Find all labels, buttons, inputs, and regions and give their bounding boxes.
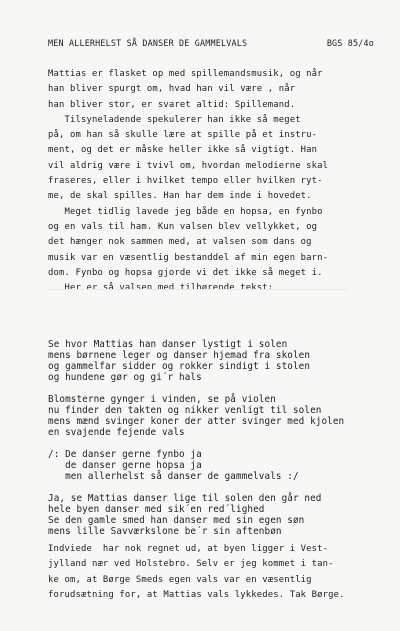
refrain-line: de danser gerne hopsa ja — [48, 460, 202, 471]
text-line: vil aldrig være i tvivl om, hvordan melodierne skal — [48, 160, 329, 171]
lyric-line: Se hvor Mattias han danser lystigt i solen — [48, 339, 288, 350]
page-header — [48, 38, 374, 48]
song-lyrics — [48, 339, 388, 537]
text-line: jylland nær ved Holstebro. Selv er jeg kommet i tan- — [48, 559, 334, 570]
text-line: og en vals til ham. Kun valsen blev vellykket, og — [48, 221, 318, 232]
text-line: musik var en væsentlig bestanddel af min egen barn- — [48, 252, 329, 263]
text-line: på, om han så skulle lære at spille på et instru- — [48, 130, 318, 141]
text-line: Indviede har nok regnet ud, at byen ligger i Vest- — [48, 544, 329, 554]
divider — [48, 289, 348, 290]
lyric-line: hele byen danser med sik´en red´lighed — [48, 504, 265, 515]
refrain-line: /: De danser gerne fynbo ja — [48, 449, 202, 460]
lyric-line: mens mænd svinger koner der atter svinger med kjolen — [48, 416, 345, 427]
text-line: dom. Fynbo og hopsa gjorde vi det ikke så meget i. — [48, 267, 323, 278]
text-line: Mattias er flasket op med spillemandsmusik, og når — [48, 69, 323, 79]
text-line: han bliver spurgt om, hvad han vil være , når — [48, 84, 296, 95]
intro-text — [48, 67, 388, 296]
text-line: me, de skal spilles. Han har dem inde i hovedet. — [48, 191, 312, 202]
lyric-line: Ja, se Mattias danser lige til solen den går ned — [48, 493, 322, 504]
lyric-line: og gammelfar sidder og rokker sindigt i stolen — [48, 361, 311, 372]
text-line: ment, og det er måske heller ikke så vigtigt. Han — [48, 145, 318, 156]
text-line: ke om, at Børge Smeds egen vals var en væsentlig — [48, 574, 312, 585]
refrain-line: men allerhelst så danser de gammelvals :/ — [48, 471, 299, 482]
lyric-line: en svajende fejende vals — [48, 427, 185, 438]
page-title: MEN ALLERHELST SÅ DANSER DE GAMMELVALS — [48, 38, 248, 48]
text-line: fraseres, eller i hvilket tempo eller hvilken ryt- — [48, 176, 323, 187]
lyric-line: Blomsterne gynger i vinden, se på violen — [48, 394, 276, 405]
outro-text — [48, 542, 388, 603]
lyric-line: mens børnene leger og danser hjemad fra skolen — [48, 350, 311, 361]
text-line: Tilsyneladende spekulerer han ikke så meget — [48, 114, 301, 125]
lyric-line: nu finder den takten og nikker venligt til solen — [48, 405, 322, 416]
lyric-line: og hundene gør og gi´r hals — [48, 372, 202, 383]
page-reference: BGS 85/4o — [326, 38, 374, 48]
text-line: Meget tidlig lavede jeg både en hopsa, en fynbo — [48, 206, 323, 217]
text-line: han bliver stor, er svaret altid: Spillemand. — [48, 99, 296, 110]
text-line: det hænger nok sammen med, at valsen som dans og — [48, 237, 312, 248]
lyric-line: Se den gamle smed han danser med sin egen søn — [48, 515, 305, 526]
text-line: forudsætning for, at Mattias vals lykkedes. Tak Børge. — [48, 589, 345, 600]
lyric-line: mens lille Savværkslone be´r sin aftenbøn — [48, 526, 282, 537]
